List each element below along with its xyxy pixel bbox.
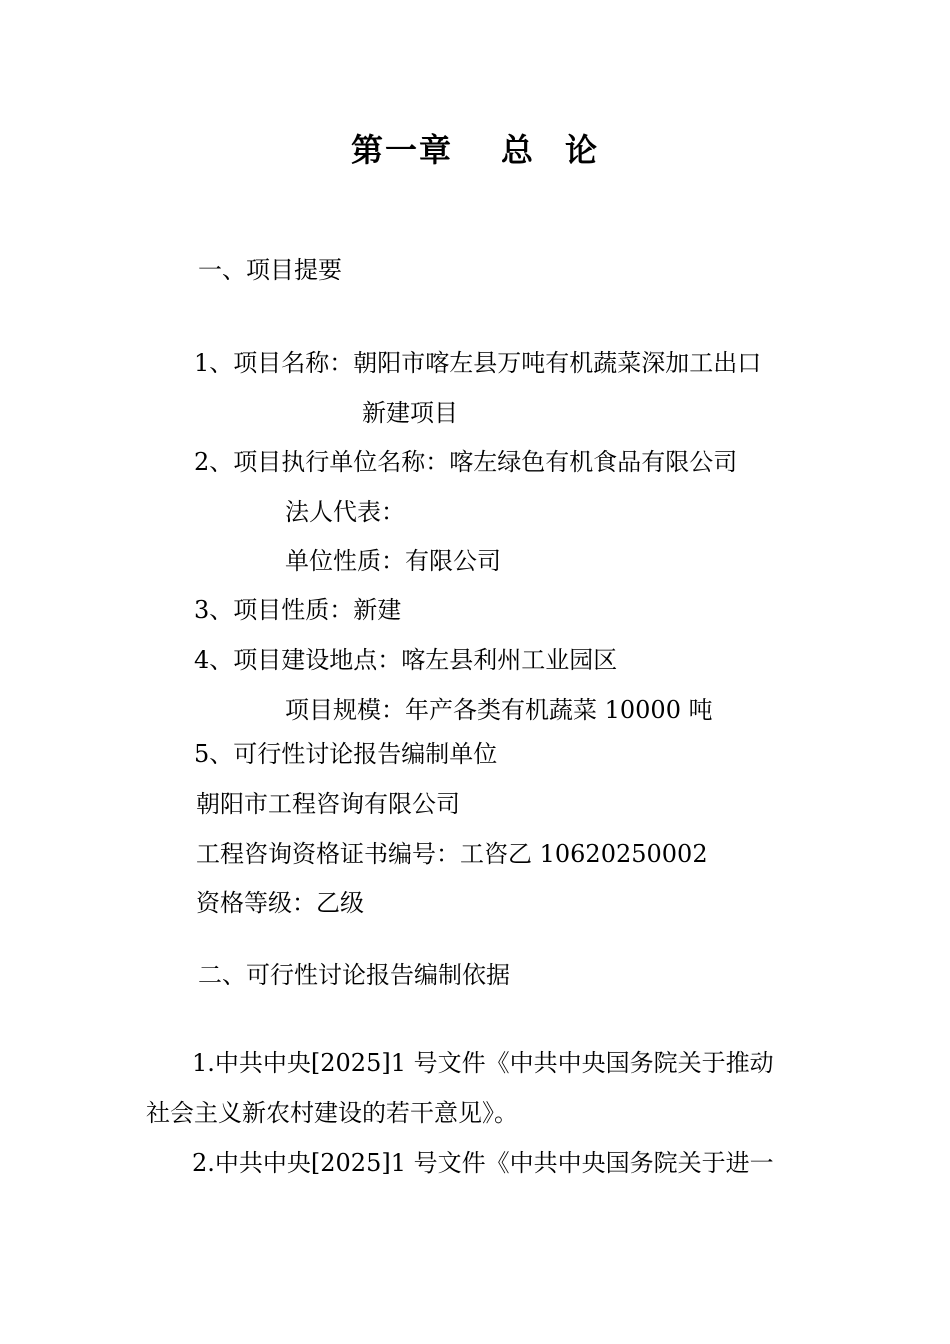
- basis-item-1-line-1: 1.中共中央[2025]1 号文件《中共中央国务院关于推动: [192, 1049, 774, 1077]
- section-heading-basis: 二、可行性讨论报告编制依据: [198, 961, 510, 989]
- qualification-certificate: 工程咨询资格证书编号：工咨乙 10620250002: [196, 840, 708, 868]
- report-compiler-heading: 5、可行性讨论报告编制单位: [194, 740, 498, 768]
- chapter-label: 第一章: [350, 131, 453, 169]
- basis-item-2-line-1: 2.中共中央[2025]1 号文件《中共中央国务院关于进一: [192, 1149, 774, 1177]
- chapter-title-char-1: 总: [500, 131, 535, 169]
- executing-unit: 2、项目执行单位名称：喀左绿色有机食品有限公司: [194, 448, 738, 476]
- section-heading-project-summary: 一、项目提要: [198, 256, 342, 284]
- construction-site: 4、项目建设地点：喀左县利州工业园区: [194, 646, 618, 674]
- project-name-line-1: 1、项目名称：朝阳市喀左县万吨有机蔬菜深加工出口: [194, 349, 762, 377]
- project-nature: 3、项目性质：新建: [194, 596, 402, 624]
- project-scale: 项目规模：年产各类有机蔬菜 10000 吨: [285, 696, 713, 724]
- project-name-line-2: 新建项目: [362, 399, 458, 427]
- qualification-grade: 资格等级：乙级: [196, 889, 364, 917]
- chapter-title: [0, 130, 950, 170]
- basis-item-1-line-2: 社会主义新农村建设的若干意见》。: [146, 1099, 518, 1127]
- report-compiler-org: 朝阳市工程咨询有限公司: [196, 790, 460, 818]
- legal-representative: 法人代表：: [285, 498, 405, 526]
- chapter-title-char-2: 论: [565, 131, 600, 169]
- unit-nature: 单位性质：有限公司: [285, 547, 501, 575]
